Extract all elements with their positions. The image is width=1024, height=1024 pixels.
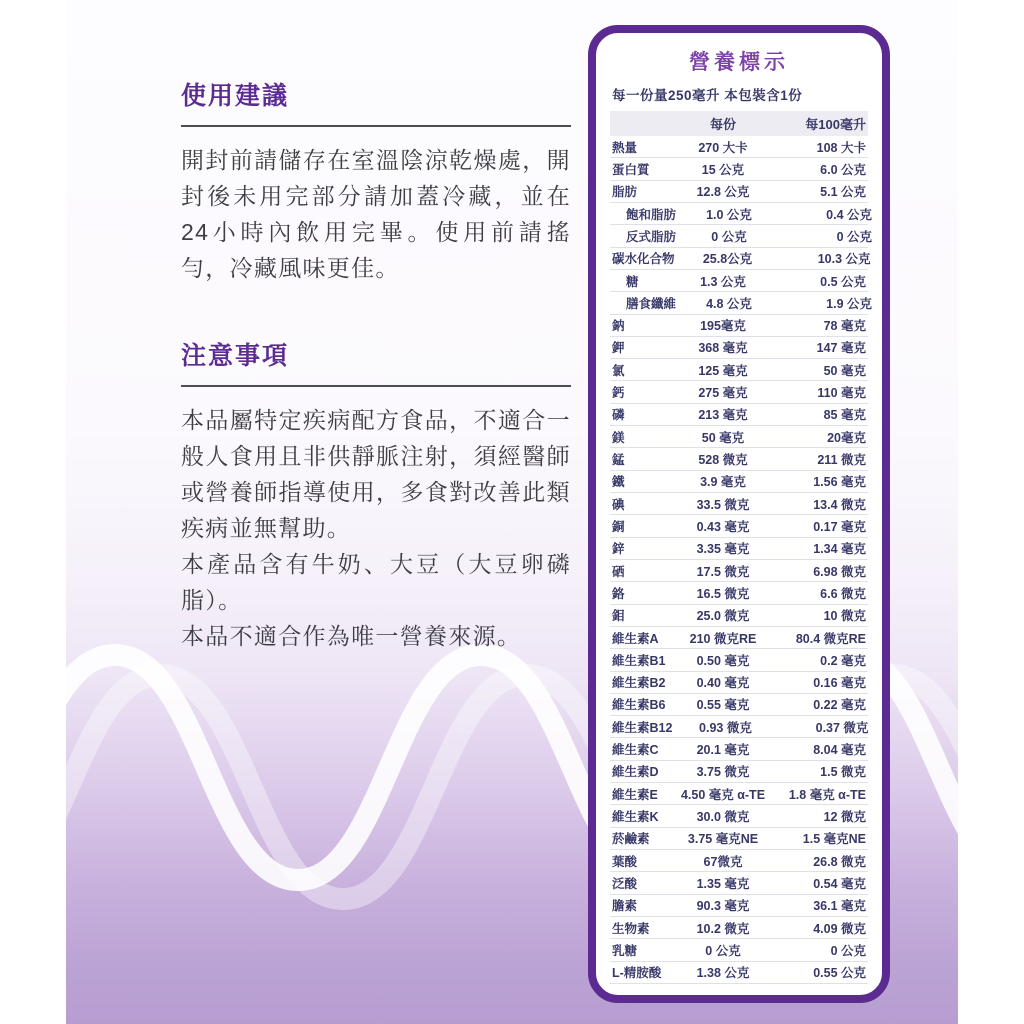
nutrient-per-100ml-value: 0.22 毫克	[813, 698, 866, 713]
nutrient-name: 鋅	[612, 542, 625, 557]
serving-info: 每一份量250毫升 本包裝含1份	[612, 88, 803, 103]
nutrient-per-serving-value: 0.40 毫克	[696, 676, 750, 691]
nutrient-per-serving-value: 1.0 公克	[706, 207, 752, 222]
nutrient-name: 維生素B1	[612, 653, 666, 668]
nutrient-per-serving-value: 67微克	[703, 854, 743, 869]
nutrient-name: 維生素A	[612, 631, 659, 646]
nutrient-name: 維生素B6	[612, 698, 666, 713]
table-row	[610, 782, 868, 804]
table-row	[610, 470, 868, 492]
nutrient-name: 飽和脂肪	[626, 207, 677, 222]
nutrient-per-100ml-value: 50 毫克	[823, 363, 866, 378]
nutrient-per-serving-value: 17.5 微克	[696, 564, 750, 579]
nutrient-per-100ml-value: 0.4 公克	[826, 207, 873, 222]
nutrient-name: 鉬	[612, 609, 625, 624]
nutrient-per-100ml-value: 1.9 公克	[826, 296, 873, 311]
nutrient-per-100ml-value: 12 微克	[823, 810, 866, 825]
nutrient-per-serving-value: 1.35 毫克	[696, 876, 750, 891]
table-row	[610, 581, 868, 603]
nutrient-name: 膽素	[612, 899, 638, 914]
table-row	[610, 403, 868, 425]
table-row	[610, 849, 868, 871]
nutrient-per-serving-value: 0 公克	[711, 229, 747, 244]
nutrient-per-serving-value: 213 毫克	[698, 408, 748, 423]
table-row	[610, 269, 868, 291]
nutrient-name: 維生素B2	[612, 676, 666, 691]
nutrient-per-serving-value: 25.8公克	[702, 252, 753, 267]
nutrient-per-serving-value: 1.3 公克	[700, 274, 746, 289]
nutrient-per-serving-value: 3.75 毫克NE	[687, 832, 759, 847]
nutrient-per-100ml-value: 0.55 公克	[813, 966, 866, 981]
nutrient-per-100ml-value: 26.8 微克	[813, 854, 866, 869]
table-row	[610, 314, 868, 336]
nutrient-per-100ml-value: 6.6 微克	[820, 586, 866, 601]
nutrient-per-100ml-value: 110 毫克	[817, 386, 866, 401]
nutrient-per-serving-value: 368 毫克	[698, 341, 748, 356]
table-row	[610, 737, 868, 759]
nutrient-per-serving-value: 33.5 微克	[696, 497, 750, 512]
notice-paragraph-3: 本品不適合作為唯一營養來源。	[181, 623, 522, 649]
nutrient-per-serving-value: 4.8 公克	[706, 296, 752, 311]
nutrient-per-100ml-value: 0.2 毫克	[820, 653, 866, 668]
nutrient-per-100ml-value: 0 公克	[836, 229, 873, 244]
nutrient-per-serving-value: 10.2 微克	[696, 921, 750, 936]
nutrient-per-serving-value: 3.75 微克	[696, 765, 750, 780]
nutrient-name: 維生素C	[612, 743, 659, 758]
nutrient-per-100ml-value: 147 毫克	[816, 341, 866, 356]
table-row	[610, 626, 868, 648]
table-row	[610, 804, 868, 826]
nutrient-name: 泛酸	[612, 876, 638, 891]
nutrient-name: 維生素D	[612, 765, 659, 780]
table-row	[610, 157, 868, 179]
table-row	[610, 559, 868, 581]
nutrient-name: 膳食纖維	[626, 296, 677, 311]
nutrient-per-serving-value: 50 毫克	[701, 430, 745, 445]
nutrient-name: 反式脂肪	[626, 229, 677, 244]
nutrient-per-serving-value: 25.0 微克	[696, 609, 750, 624]
nutrient-per-100ml-value: 6.0 公克	[820, 162, 866, 177]
nutrient-per-serving-value: 125 毫克	[698, 363, 748, 378]
nutrient-per-100ml-value: 78 毫克	[823, 319, 866, 334]
nutrient-per-serving-value: 3.9 毫克	[700, 475, 746, 490]
nutrient-name: 鈣	[612, 386, 625, 401]
nutrient-per-serving-value: 3.35 毫克	[696, 542, 750, 557]
nutrient-name: 鉻	[612, 586, 625, 601]
notice-section	[181, 336, 571, 654]
table-row	[610, 938, 868, 960]
nutrient-per-100ml-value: 108 大卡	[816, 140, 866, 155]
notice-paragraph-2: 本產品含有牛奶、大豆（大豆卵磷脂）。	[181, 551, 571, 613]
nutrient-per-100ml-value: 0 公克	[830, 943, 866, 958]
nutrient-per-100ml-value: 36.1 毫克	[813, 899, 866, 914]
table-row	[610, 380, 868, 402]
nutrient-per-100ml-value: 0.37 微克	[815, 720, 869, 735]
table-row	[610, 671, 868, 693]
nutrient-per-serving-value: 15 公克	[701, 162, 745, 177]
table-row	[610, 827, 868, 849]
nutrient-per-100ml-value: 8.04 毫克	[813, 743, 866, 758]
nutrient-name: 熱量	[612, 140, 638, 155]
table-row	[610, 604, 868, 626]
nutrient-per-100ml-value: 0.17 毫克	[813, 519, 866, 534]
nutrition-card-title: 營養標示	[689, 51, 789, 74]
nutrient-per-serving-value: 270 大卡	[698, 140, 748, 155]
nutrient-per-serving-value: 210 微克RE	[689, 631, 757, 646]
usage-paragraph: 開封前請儲存在室溫陰涼乾燥處，開封後未用完部分請加蓋冷藏，並在24小時內飲用完畢。使用前請搖勻，冷藏風味更佳。	[181, 147, 571, 281]
nutrient-name: 脂肪	[612, 185, 638, 200]
nutrient-table-body	[610, 136, 873, 984]
nutrient-per-100ml-value: 211 微克	[817, 453, 866, 468]
info-panel	[181, 76, 571, 654]
nutrient-per-serving-value: 528 微克	[698, 453, 748, 468]
table-row	[610, 336, 868, 358]
nutrient-per-100ml-value: 1.34 毫克	[813, 542, 866, 557]
table-row	[610, 871, 868, 893]
nutrient-name: 硒	[612, 564, 625, 579]
nutrient-per-100ml-value: 1.56 毫克	[813, 475, 866, 490]
nutrient-per-serving-value: 1.38 公克	[696, 966, 750, 981]
table-row	[610, 715, 868, 737]
nutrient-per-100ml-value: 0.54 毫克	[813, 876, 866, 891]
table-row	[610, 291, 873, 313]
table-row	[610, 648, 868, 670]
nutrient-per-100ml-value: 13.4 微克	[813, 497, 866, 512]
nutrient-name: 乳糖	[612, 943, 638, 958]
nutrient-name: L-精胺酸	[612, 966, 662, 981]
nutrient-name: 生物素	[612, 921, 650, 936]
nutrient-per-100ml-value: 1.5 微克	[820, 765, 866, 780]
nutrient-per-serving-value: 0.93 微克	[699, 720, 752, 735]
table-row	[610, 916, 868, 938]
table-row	[610, 425, 868, 447]
table-row	[610, 894, 868, 916]
nutrient-per-serving-value: 0.43 毫克	[696, 519, 750, 534]
usage-section-title: 使用建議	[181, 82, 290, 110]
nutrient-name: 銅	[612, 519, 625, 534]
nutrient-per-serving-value: 30.0 微克	[696, 810, 750, 825]
nutrient-per-100ml-value: 85 毫克	[823, 408, 866, 423]
nutrient-per-100ml-value: 0.5 公克	[820, 274, 866, 289]
table-row	[610, 224, 873, 246]
nutrient-per-serving-value: 195毫克	[700, 319, 746, 334]
notice-paragraph-1: 本品屬特定疾病配方食品，不適合一般人食用且非供靜脈注射，須經醫師或營養師指導使用，多食對改善此類疾病並無幫助。	[181, 407, 571, 541]
table-row	[610, 693, 868, 715]
nutrient-name: 碘	[612, 497, 625, 512]
nutrient-per-100ml-value: 0.16 毫克	[813, 676, 866, 691]
nutrient-name: 維生素K	[612, 810, 659, 825]
nutrient-per-serving-value: 275 毫克	[698, 386, 748, 401]
header-per-serving: 每份	[709, 117, 736, 132]
nutrient-name: 維生素B12	[612, 720, 673, 735]
nutrient-per-serving-value: 90.3 毫克	[696, 899, 750, 914]
section-divider	[181, 125, 571, 127]
nutrient-name: 鎂	[612, 430, 625, 445]
nutrient-name: 碳水化合物	[612, 252, 675, 267]
table-row	[610, 760, 868, 782]
nutrient-per-serving-value: 16.5 微克	[696, 586, 750, 601]
header-per-100ml: 每100毫升	[805, 117, 866, 132]
usage-section	[181, 76, 571, 286]
nutrient-per-serving-value: 12.8 公克	[696, 185, 750, 200]
nutrient-per-serving-value: 4.50 毫克 α-TE	[680, 787, 766, 802]
nutrient-name: 蛋白質	[612, 162, 650, 177]
nutrient-per-100ml-value: 1.5 毫克NE	[802, 832, 866, 847]
nutrient-per-100ml-value: 6.98 微克	[813, 564, 866, 579]
table-row	[610, 537, 868, 559]
nutrient-per-serving-value: 20.1 毫克	[696, 743, 750, 758]
table-row	[610, 180, 868, 202]
section-divider	[181, 385, 571, 387]
nutrient-per-serving-value: 0 公克	[705, 943, 741, 958]
nutrient-per-serving-value: 0.55 毫克	[696, 698, 750, 713]
nutrient-per-100ml-value: 10.3 公克	[817, 252, 871, 267]
nutrient-per-100ml-value: 1.8 毫克 α-TE	[788, 787, 866, 802]
table-row	[610, 447, 868, 469]
notice-section-title: 注意事項	[181, 342, 290, 370]
nutrient-name: 葉酸	[612, 854, 638, 869]
nutrient-name: 氯	[612, 363, 625, 378]
nutrient-per-100ml-value: 20毫克	[827, 430, 866, 445]
nutrient-name: 維生素E	[612, 787, 658, 802]
table-header-row	[610, 111, 868, 136]
nutrient-name: 鈉	[612, 319, 625, 334]
nutrient-per-100ml-value: 80.4 微克RE	[795, 631, 866, 646]
nutrient-name: 磷	[612, 408, 625, 423]
nutrient-per-100ml-value: 4.09 微克	[813, 921, 866, 936]
nutrient-name: 鉀	[612, 341, 625, 356]
table-row	[610, 247, 871, 269]
nutrient-name: 菸鹼素	[612, 832, 650, 847]
table-row	[610, 136, 868, 157]
table-row	[610, 961, 868, 984]
nutrient-per-100ml-value: 10 微克	[823, 609, 866, 624]
table-row	[610, 202, 873, 224]
table-row	[610, 514, 868, 536]
nutrient-per-serving-value: 0.50 毫克	[696, 653, 750, 668]
nutrient-name: 錳	[612, 453, 625, 468]
table-row	[610, 358, 868, 380]
nutrient-name: 鐵	[612, 475, 625, 490]
nutrient-name: 糖	[626, 274, 639, 289]
nutrient-per-100ml-value: 5.1 公克	[820, 185, 866, 200]
table-row	[610, 492, 868, 514]
nutrition-facts-card	[588, 25, 890, 1003]
